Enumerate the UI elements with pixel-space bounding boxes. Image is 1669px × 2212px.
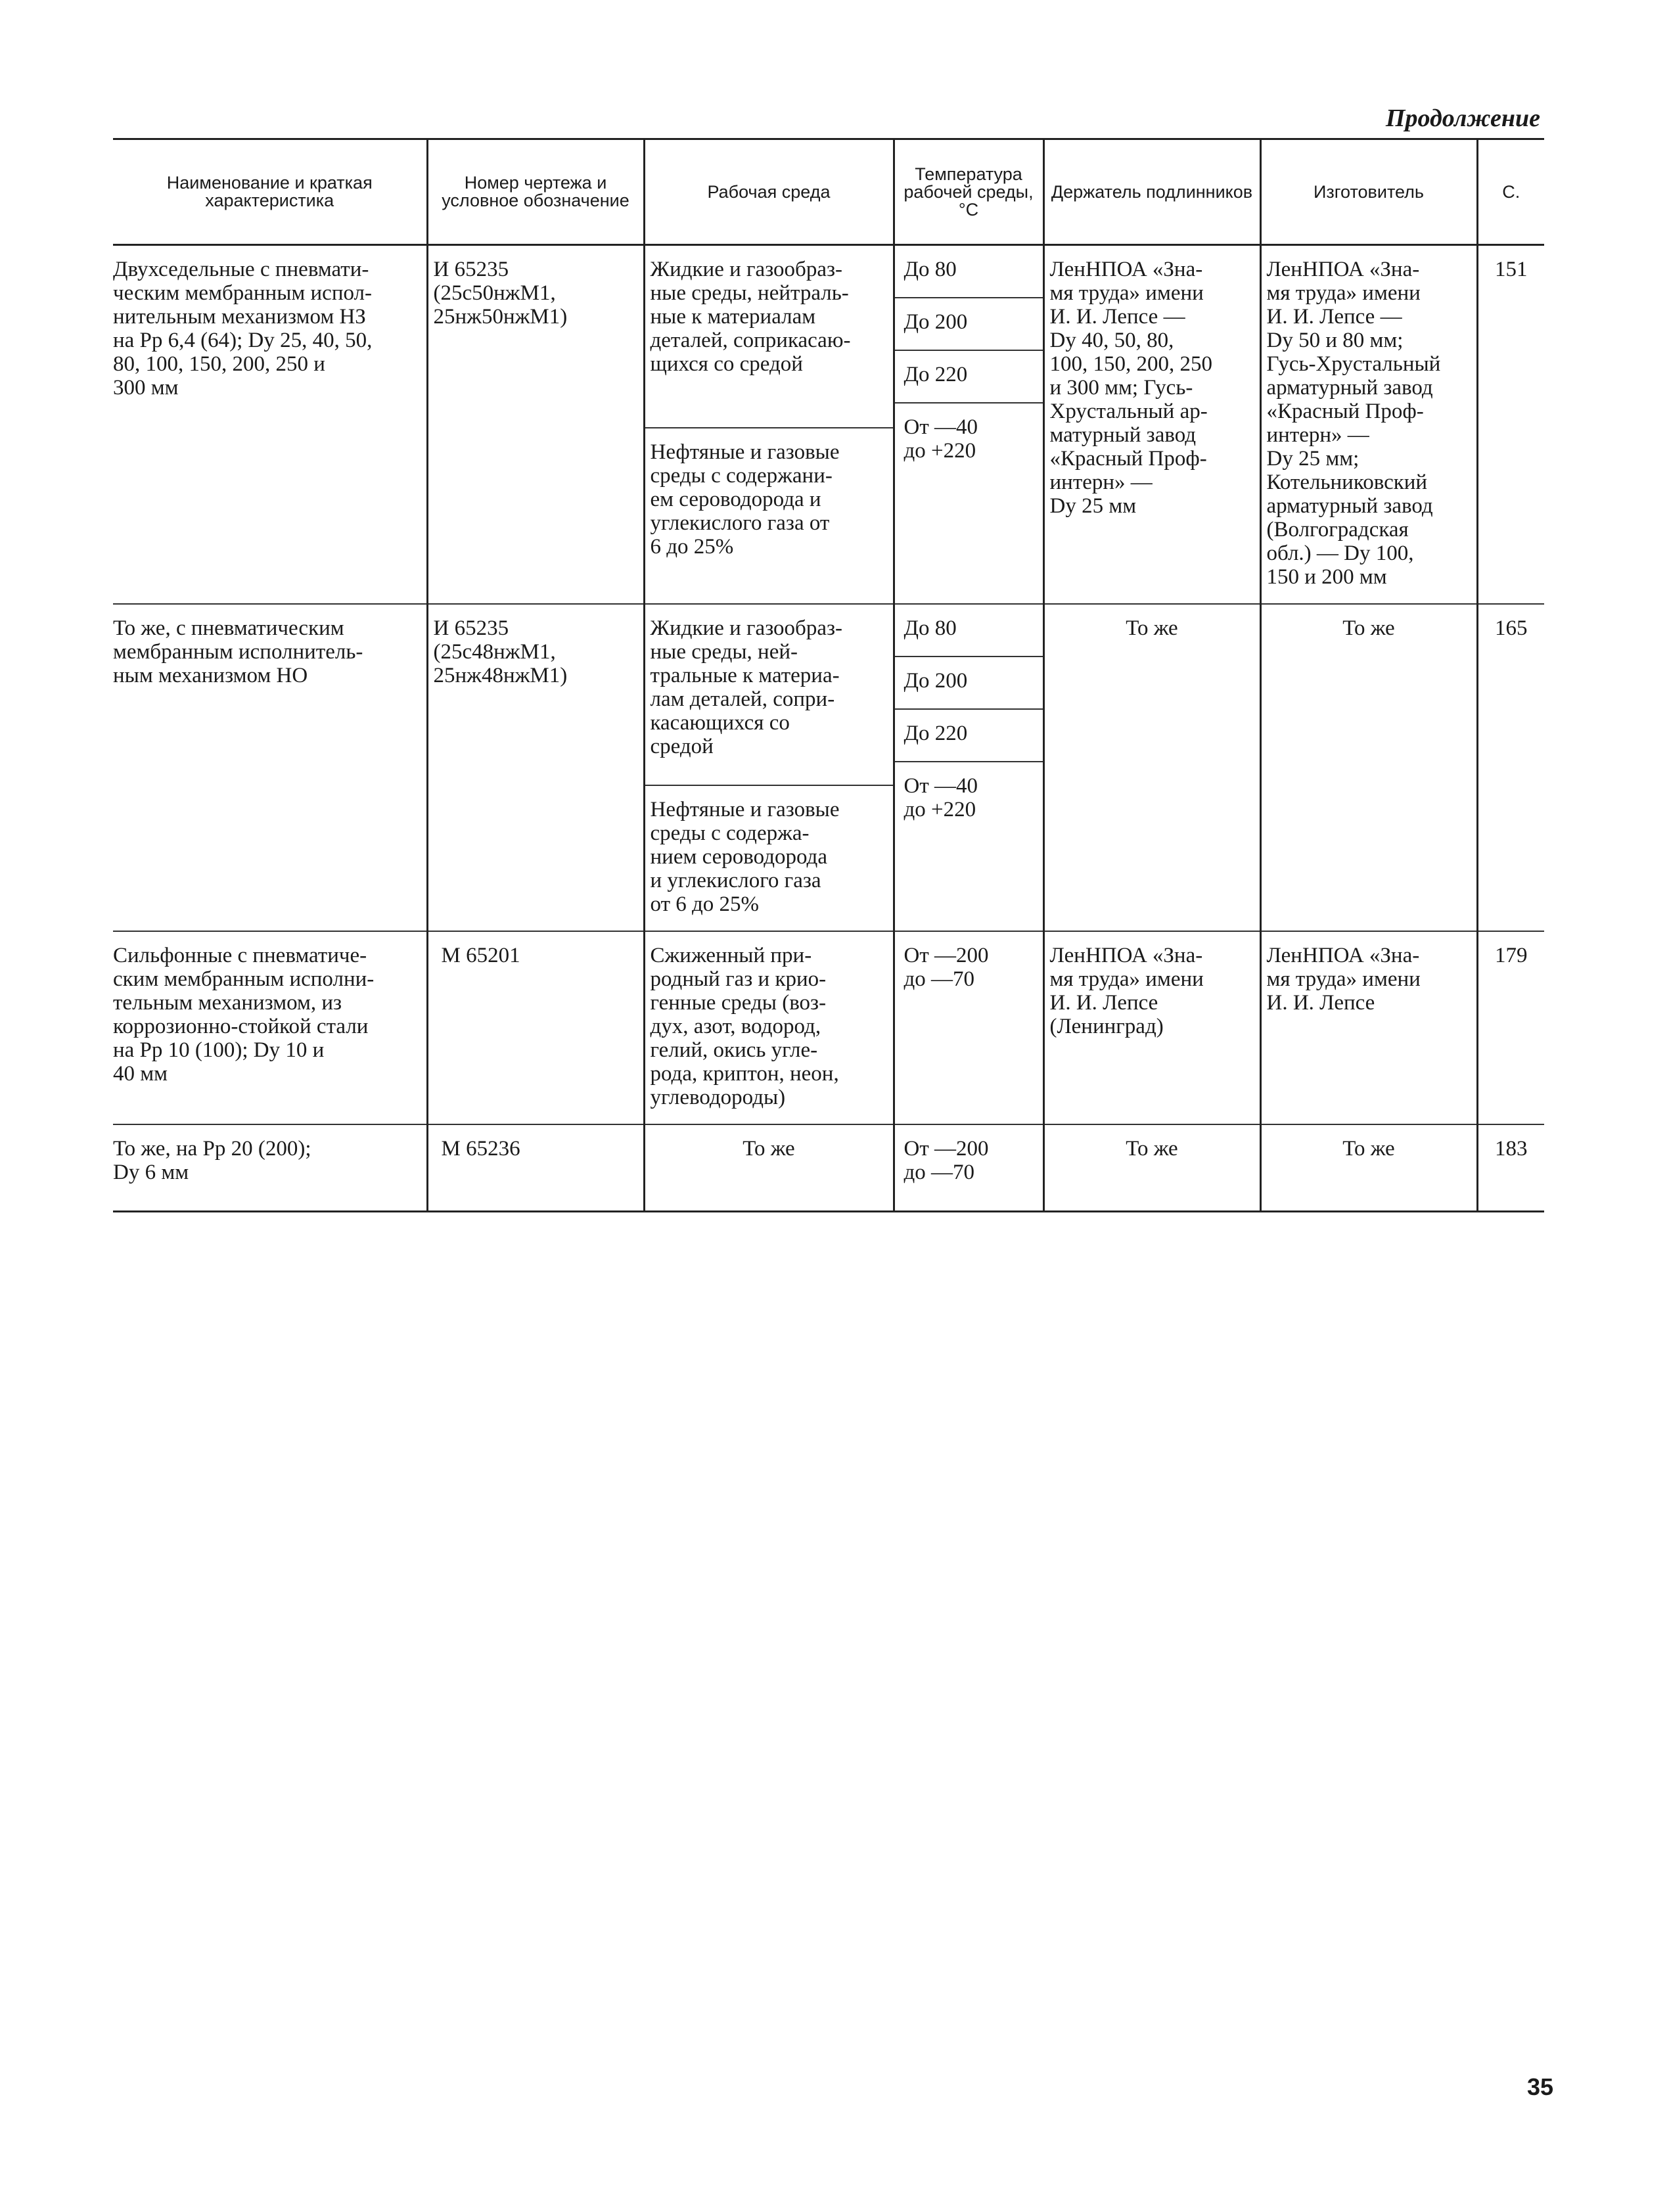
temperature-value: От —200 до —70 bbox=[894, 931, 1043, 1124]
media-cell bbox=[644, 604, 894, 931]
column-header-holder: Держатель подлинников bbox=[1043, 139, 1260, 245]
column-header-page: С. bbox=[1477, 139, 1544, 245]
holder-text: То же bbox=[1043, 604, 1260, 931]
table-row bbox=[113, 931, 1544, 1124]
maker-text: ЛенНПОА «Зна- мя труда» имени И. И. Лепсе — Dу 50 и 80 мм; Гусь-Хрустальный арматурный завод «Красный Проф- интерн» — Dу 25 мм; Котельниковский арматурный завод (Волгоградская обл.) — Dу 100, 150 и 200 мм bbox=[1260, 245, 1477, 605]
page-ref: 151 bbox=[1477, 245, 1544, 605]
temperature-value: От —40 до +220 bbox=[903, 774, 978, 821]
table-row bbox=[113, 245, 1544, 605]
table-header-row bbox=[113, 139, 1544, 245]
media-text: Жидкие и газообраз- ные среды, нейтраль- ные к материалам деталей, соприкасаю- щихся со средой bbox=[645, 246, 893, 428]
item-drawing: М 65236 bbox=[427, 1124, 644, 1212]
column-header-maker: Изготовитель bbox=[1260, 139, 1477, 245]
temperature-cell bbox=[894, 604, 1043, 931]
temperature-value: До 80 bbox=[895, 246, 1043, 298]
maker-text: То же bbox=[1260, 1124, 1477, 1212]
page-ref: 165 bbox=[1477, 604, 1544, 931]
maker-text: ЛенНПОА «Зна- мя труда» имени И. И. Лепсе bbox=[1260, 931, 1477, 1124]
temperature-value: До 200 bbox=[895, 657, 1043, 710]
item-name: Двухседельные с пневмати- ческим мембранным испол- нительным механизмом НЗ на Pр 6,4 (64); Dу 25, 40, 50, 80, 100, 150, 200, 250 и 300 мм bbox=[113, 245, 427, 605]
table-row bbox=[113, 1124, 1544, 1212]
temperature-value: До 200 bbox=[895, 298, 1043, 351]
page-ref: 179 bbox=[1477, 931, 1544, 1124]
column-header-temperature: Температура рабочей среды, °С bbox=[894, 139, 1043, 245]
temperature-value: До 80 bbox=[895, 605, 1043, 657]
item-drawing: И 65235 (25с50нжМ1, 25нж50нжМ1) bbox=[427, 245, 644, 605]
media-text: Сжиженный при- родный газ и крио- генные среды (воз- дух, азот, водород, гелий, окись угле- рода, криптон, неон, углеводороды) bbox=[644, 931, 894, 1124]
temperature-value: До 220 bbox=[895, 351, 1043, 403]
media-text: Нефтяные и газовые среды с содержа- нием сероводорода и углекислого газа от 6 до 25% bbox=[650, 798, 840, 916]
item-name: Сильфонные с пневматиче- ским мембранным исполни- тельным механизмом, из коррозионно-стойкой стали на Pр 10 (100); Dу 10 и 40 мм bbox=[113, 931, 427, 1124]
holder-text: То же bbox=[1043, 1124, 1260, 1212]
media-text: Нефтяные и газовые среды с содержани- ем сероводорода и углекислого газа от 6 до 25% bbox=[650, 440, 840, 559]
temperature-cell bbox=[894, 245, 1043, 605]
table-row bbox=[113, 604, 1544, 931]
holder-text: ЛенНПОА «Зна- мя труда» имени И. И. Лепсе (Ленинград) bbox=[1043, 931, 1260, 1124]
temperature-value: От —40 до +220 bbox=[903, 415, 978, 463]
temperature-value: До 220 bbox=[895, 710, 1043, 762]
column-header-drawing: Номер чертежа и условное обозначение bbox=[427, 139, 644, 245]
page-number: 35 bbox=[1526, 2073, 1553, 2100]
maker-text: То же bbox=[1260, 604, 1477, 931]
item-drawing: М 65201 bbox=[427, 931, 644, 1124]
column-header-name: Наименование и краткая характеристика bbox=[113, 139, 427, 245]
fittings-table bbox=[113, 138, 1544, 1212]
temperature-value: От —200 до —70 bbox=[894, 1124, 1043, 1212]
page-ref: 183 bbox=[1477, 1124, 1544, 1212]
media-text: Жидкие и газообраз- ные среды, ней- тральные к материа- лам деталей, сопри- касающихся со средой bbox=[645, 605, 893, 786]
continuation-label: Продолжение bbox=[1385, 104, 1540, 132]
media-cell bbox=[644, 245, 894, 605]
media-text: То же bbox=[644, 1124, 894, 1212]
item-name: То же, на Pр 20 (200); Dу 6 мм bbox=[113, 1124, 427, 1212]
column-header-media: Рабочая среда bbox=[644, 139, 894, 245]
item-drawing: И 65235 (25с48нжМ1, 25нж48нжМ1) bbox=[427, 604, 644, 931]
item-name: То же, с пневматическим мембранным исполнитель- ным механизмом НО bbox=[113, 604, 427, 931]
holder-text: ЛенНПОА «Зна- мя труда» имени И. И. Лепсе — Dу 40, 50, 80, 100, 150, 200, 250 и 300 мм; Гусь- Хрустальный ар- матурный завод «Красный Проф- интерн» — Dу 25 мм bbox=[1043, 245, 1260, 605]
